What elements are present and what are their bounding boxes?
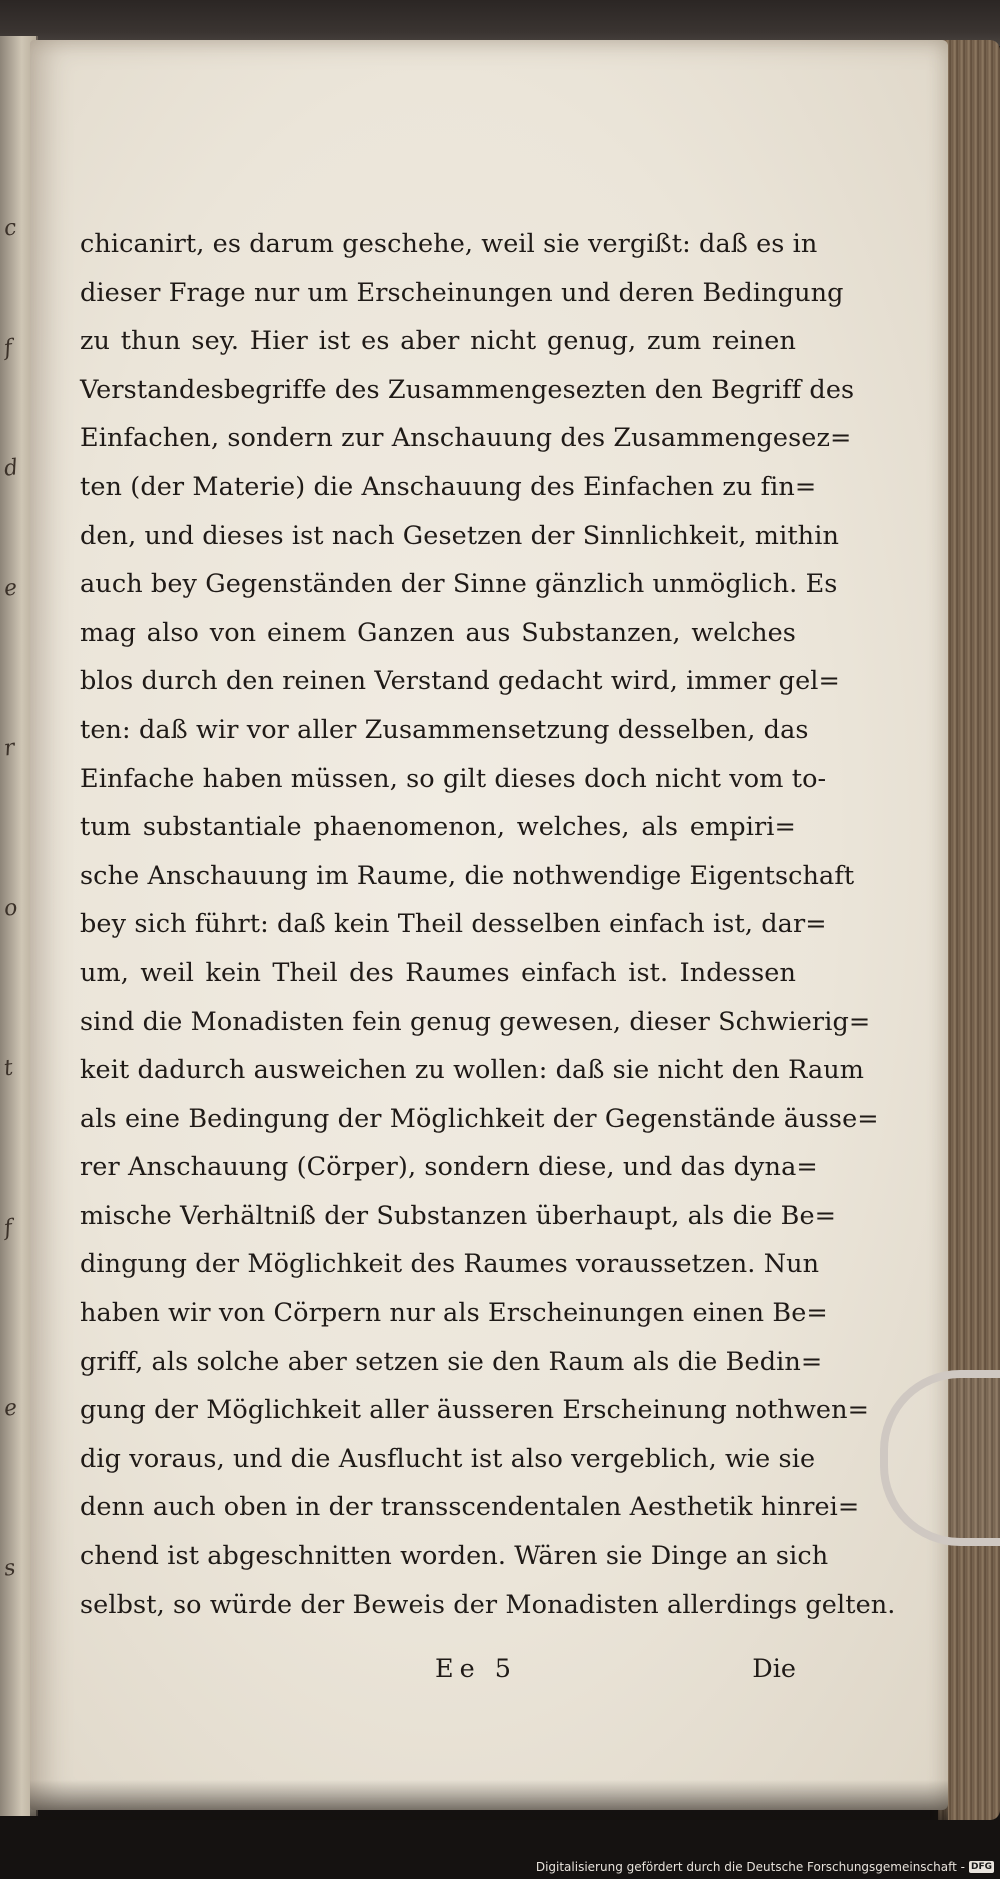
page-footer	[80, 1654, 796, 1698]
text-line: als eine Bedingung der Möglichkeit der Gegenstände äusse=	[80, 1103, 879, 1134]
text-line: sche Anschauung im Raume, die nothwendige Eigentschaft	[80, 860, 855, 891]
page-bottom-shadow	[30, 1780, 948, 1820]
text-line: Einfachen, sondern zur Anschauung des Zusammengesez=	[80, 423, 852, 454]
text-line: chend ist abgeschnitten worden. Wären sie Dinge an sich	[80, 1541, 829, 1572]
signature-mark: Ee 5	[435, 1654, 518, 1684]
text-line: den, und dieses ist nach Gesetzen der Sinnlichkeit, mithin	[80, 520, 839, 551]
text-line: mische Verhältniß der Substanzen überhaupt, als die Be=	[80, 1200, 837, 1231]
text-line: selbst, so würde der Beweis der Monadisten allerdings gelten.	[80, 1589, 896, 1620]
text-line: dieser Frage nur um Erscheinungen und deren Bedingung	[80, 277, 844, 308]
digitization-credit	[536, 1857, 994, 1877]
text-line: dingung der Möglichkeit des Raumes voraussetzen. Nun	[80, 1249, 820, 1280]
text-line: sind die Monadisten fein genug gewesen, dieser Schwierig=	[80, 1006, 871, 1037]
text-line: ten (der Materie) die Anschauung des Einfachen zu fin=	[80, 471, 817, 502]
text-line: mag also von einem Ganzen aus Substanzen, welches	[80, 617, 796, 648]
text-line: Verstandesbegriffe des Zusammengesezten den Begriff des	[80, 374, 855, 405]
previous-page-edge: c f d e r o t f e s	[0, 36, 38, 1816]
text-line: bey sich führt: daß kein Theil desselben einfach ist, dar=	[80, 909, 827, 940]
text-line: Einfache haben müssen, so gilt dieses doch nicht vom to-	[80, 763, 827, 794]
text-line: tum substantiale phaenomenon, welches, als empiri=	[80, 812, 796, 843]
text-line: dig voraus, und die Ausflucht ist also vergeblich, wie sie	[80, 1443, 816, 1474]
text-line: gung der Möglichkeit aller äusseren Erscheinung nothwen=	[80, 1395, 870, 1426]
text-line: auch bey Gegenständen der Sinne gänzlich unmöglich. Es	[80, 569, 838, 600]
text-line: chicanirt, es darum geschehe, weil sie vergißt: daß es in	[80, 229, 818, 259]
book-page	[30, 40, 948, 1810]
text-line: um, weil kein Theil des Raumes einfach ist. Indessen	[80, 957, 796, 988]
text-line: griff, als solche aber setzen sie den Raum als die Bedin=	[80, 1346, 823, 1377]
catchword: Die	[752, 1654, 796, 1684]
text-line: rer Anschauung (Cörper), sondern diese, und das dyna=	[80, 1152, 818, 1183]
text-line: zu thun sey. Hier ist es aber nicht genug, zum reinen	[80, 326, 796, 357]
text-line: keit dadurch ausweichen zu wollen: daß sie nicht den Raum	[80, 1055, 865, 1086]
credit-text: Digitalisierung gefördert durch die Deutsche Forschungsgemeinschaft -	[535, 1860, 965, 1874]
dfg-logo: DFG	[970, 1862, 992, 1872]
text-line: denn auch oben in der transscendentalen Aesthetik hinrei=	[80, 1492, 860, 1523]
text-line: haben wir von Cörpern nur als Erscheinungen einen Be=	[80, 1298, 828, 1329]
text-line: blos durch den reinen Verstand gedacht wird, immer gel=	[80, 666, 840, 697]
text-line: ten: daß wir vor aller Zusammensetzung desselben, das	[80, 714, 809, 745]
page-text	[80, 220, 896, 1629]
